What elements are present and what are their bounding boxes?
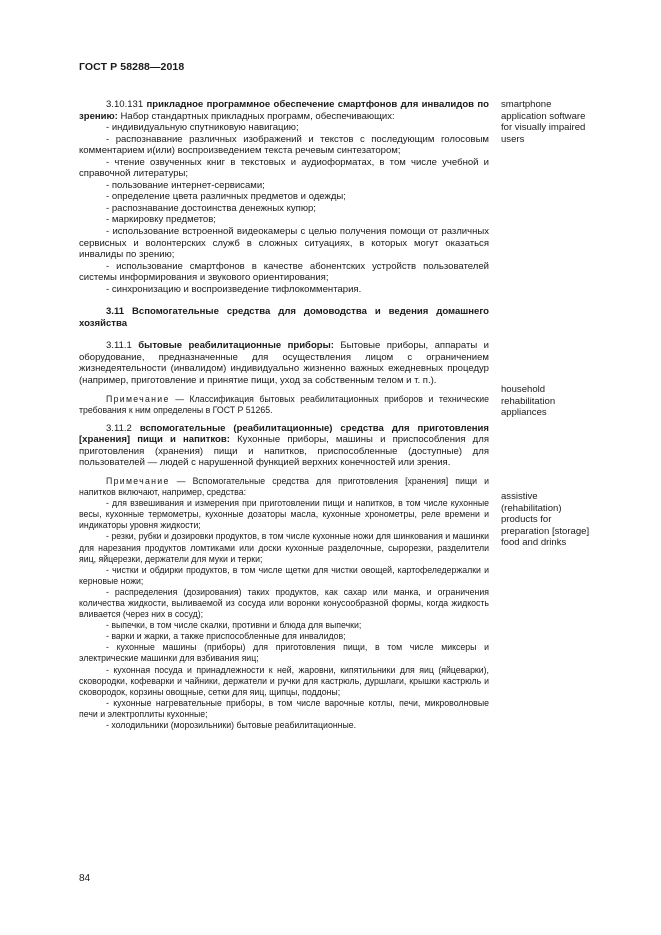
- term-title: вспомогательные (реабилитационные) средства для приготовления [хранения] пищи и напитков:: [79, 422, 489, 446]
- english-term-line: for visually impaired: [501, 122, 586, 134]
- term-3-10-131: [79, 99, 489, 122]
- english-term-line: household: [501, 384, 546, 395]
- note-text: — Классификация бытовых реабилитационных приборов и технические требования к ним определены в ГОСТ Р 51265.: [79, 393, 489, 415]
- note-text: — Вспомогательные средства для приготовления [хранения] пищи и напитков включают, например, средства:: [79, 475, 489, 498]
- page-number: 84: [79, 873, 91, 884]
- term-definition: Бытовые приборы, аппараты и оборудование, предназначенные для осуществления лицом с ограничением жизнедеятельности (инвалидом) индивидуально жизненно важных ежедневных процедур (например, приготовление и принятие пищи, уход за собственным телом и т. п.).: [79, 340, 489, 387]
- list-item: - распознавание достоинства денежных купюр;: [106, 202, 316, 214]
- english-term-line: appliances: [501, 407, 547, 419]
- term-definition: Набор стандартных прикладных программ, обеспечивающих:: [117, 110, 395, 122]
- english-term-3-10-131: [501, 99, 641, 145]
- section-heading-3-11: 3.11 Вспомогательные средства для домоводства и ведения домашнего хозяйства: [79, 306, 489, 329]
- list-item: - чтение озвученных книг в текстовых и аудиоформатах, в том числе учебной и справочной литературы;: [79, 156, 489, 180]
- document-header: ГОСТ Р 58288—2018: [79, 61, 185, 73]
- english-term-line: assistive: [501, 491, 538, 502]
- note-list-item: - кухонные нагревательные приборы, в том числе варочные котлы, печи, микроволновые печи и электроплиты кухонные;: [79, 697, 489, 719]
- note-3-11-1: [79, 394, 489, 416]
- note-3-11-2: [79, 476, 489, 498]
- english-term-3-11-1: [501, 384, 641, 419]
- note-list-item: - кухонные машины (приборы) для приготовления пищи, в том числе миксеры и электрические машинки для взбивания яиц;: [79, 642, 489, 664]
- english-term-line: food and drinks: [501, 537, 567, 549]
- term-title: прикладное программное обеспечение смартфонов для инвалидов по зрению:: [79, 99, 489, 122]
- list-item: - пользование интернет-сервисами;: [106, 179, 265, 191]
- note-list-item: - для взвешивания и измерения при приготовлении пищи и напитков, в том числе кухонные весы, кухонные термометры, кухонные дозаторы масла, кухонные хронометры, реле времени и индикаторы уровня жидкости;: [79, 498, 489, 531]
- english-term-line: application software: [501, 110, 586, 122]
- note-list-item: - выпечки, в том числе скалки, противни и блюда для выпечки;: [106, 620, 362, 631]
- term-3-11-1: [79, 340, 489, 386]
- note-list-item: - кухонная посуда и принадлежности к ней, жаровни, кипятильники для яиц (яйцеварки), сковородки, кофеварки и чайники, держатели и ручки для кастрюль, дуршлаги, крышки кастрюль и сковородок, корзины овощные, сетки для яиц, щипцы, поддоны;: [79, 664, 489, 697]
- english-term-line: preparation [storage]: [501, 525, 590, 537]
- main-text-column: [79, 99, 489, 731]
- note-list-item: - варки и жарки, а также приспособленные для инвалидов;: [106, 631, 346, 642]
- list-item: - определение цвета различных предметов и одежды;: [106, 191, 346, 203]
- note-label: Примечание: [106, 475, 170, 486]
- list-item: - синхронизацию и воспроизведение тифлокомментария.: [106, 283, 362, 295]
- english-term-3-11-2: [501, 491, 641, 549]
- english-term-line: products for: [501, 514, 552, 526]
- list-item: - использование смартфонов в качестве абонентских устройств пользователей системы информирования и звукового ориентирования;: [79, 260, 489, 284]
- list-item: - индивидуальную спутниковую навигацию;: [106, 122, 299, 134]
- english-term-line: (rehabilitation): [501, 502, 562, 514]
- english-term-line: smartphone: [501, 99, 552, 110]
- note-list-item: - резки, рубки и дозировки продуктов, в том числе кухонные ножи для шинкования и машинки для нарезания продуктов ломтиками или доски кухонные разделочные, сырорезки, разделители яиц, яйцерезки, держатели для муки и терки;: [79, 531, 489, 564]
- note-list-item: - чистки и обдирки продуктов, в том числе щетки для чистки овощей, картофеледержалки и керновые ножи;: [79, 564, 489, 586]
- term-number: 3.11.1: [106, 340, 139, 352]
- note-list-item: - распределения (дозирования) таких продуктов, как сахар или манка, и ограничения количества жидкости, выливаемой из сосуда или воронки конусообразной формы, когда жидкость вливается (через них в сосуд);: [79, 586, 489, 620]
- list-item: - маркировку предметов;: [106, 214, 216, 226]
- term-3-11-2: [79, 423, 489, 469]
- list-item: - распознавание различных изображений и текстов с последующим голосовым комментарием и(или) воспроизведением текста речевым синтезатором;: [79, 133, 489, 157]
- list-item: - использование встроенной видеокамеры с целью получения помощи от различных сервисных и волонтерских служб в сложных ситуациях, в которых могут оказаться инвалиды по зрению;: [79, 226, 489, 261]
- term-title: бытовые реабилитационные приборы:: [138, 340, 334, 352]
- term-definition: Кухонные приборы, машины и приспособления для приготовления (хранения) пищи и напитков, приспособленные (доступные) для пользователей — людей с нарушенной функцией верхних конечностей или зрения.: [79, 434, 489, 469]
- term-number: 3.10.131: [106, 99, 147, 110]
- note-list-item: - холодильники (морозильники) бытовые реабилитационные.: [106, 720, 357, 731]
- term-number: 3.11.2: [106, 422, 140, 434]
- note-label: Примечание: [106, 393, 170, 404]
- english-term-line: rehabilitation: [501, 395, 556, 407]
- english-term-line: users: [501, 133, 525, 145]
